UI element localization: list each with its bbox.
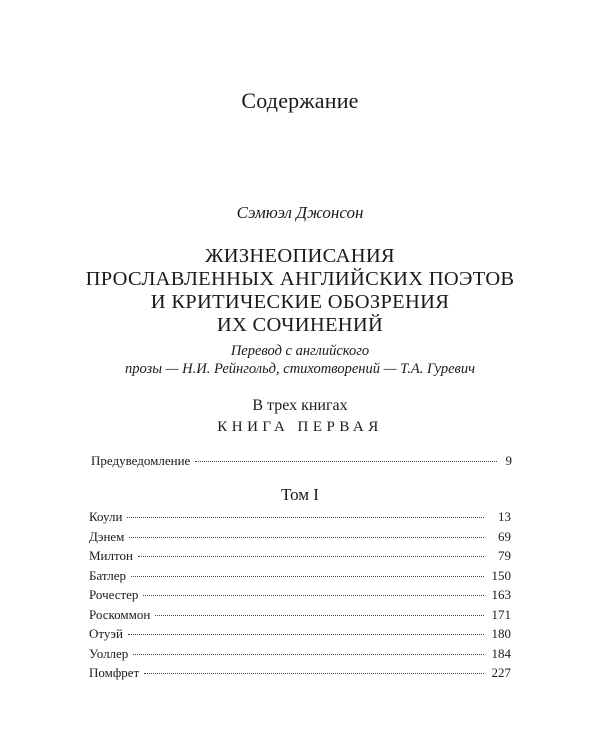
toc-entry-title: Рочестер (89, 587, 139, 602)
toc-page-number: 13 (498, 509, 511, 524)
dot-leader (144, 673, 484, 674)
toc-page-number: 227 (491, 665, 511, 680)
toc-page-number: 184 (491, 645, 511, 661)
author-name: Сэмюэл Джонсон (236, 203, 364, 222)
toc-entry[interactable] (89, 625, 511, 642)
toc-entry-title: Дэнем (89, 528, 125, 544)
translation-line: Перевод с английского (230, 343, 370, 359)
toc-entry[interactable] (89, 567, 511, 584)
toc-entry-title: Предуведомление (91, 453, 191, 468)
toc-entry[interactable] (89, 645, 511, 662)
dot-leader (143, 595, 484, 596)
toc-entry[interactable] (89, 547, 511, 564)
toc-entry[interactable] (89, 586, 511, 603)
dot-leader (133, 654, 484, 655)
toc-page-number: 9 (505, 453, 512, 468)
toc-page-number: 79 (498, 548, 511, 563)
toc-entry-title: Отуэй (89, 626, 123, 641)
toc-page-number: 69 (498, 528, 511, 544)
dot-leader (155, 615, 484, 616)
dot-leader (131, 576, 484, 577)
volume-heading: Том I (281, 485, 319, 504)
toc-entry[interactable] (89, 528, 511, 545)
toc-entry-title: Помфрет (89, 665, 140, 680)
work-title-line: ПРОСЛАВЛЕННЫХ АНГЛИЙСКИХ ПОЭТОВ (85, 268, 515, 290)
work-title-line: И КРИТИЧЕСКИЕ ОБОЗРЕНИЯ (150, 291, 450, 313)
dot-leader (129, 537, 484, 538)
toc-entry[interactable] (89, 606, 511, 623)
books-note: В трех книгах (252, 397, 348, 414)
book-label: КНИГА ПЕРВАЯ (217, 419, 383, 435)
work-title-line: ЖИЗНЕОПИСАНИЯ (205, 245, 395, 267)
page-title: Содержание (241, 88, 359, 113)
toc-entry-title: Коули (89, 509, 123, 524)
toc-page-number: 163 (491, 587, 511, 602)
work-title (0, 245, 600, 337)
toc-entry[interactable] (89, 508, 511, 525)
toc-entry-title: Уоллер (89, 645, 129, 661)
dot-leader (195, 461, 497, 462)
toc-entry-title: Роскоммон (89, 606, 151, 622)
dot-leader (127, 517, 484, 518)
work-title-line: ИХ СОЧИНЕНИЙ (216, 314, 384, 336)
toc-entry[interactable] (89, 664, 511, 681)
toc-page-number: 150 (491, 567, 511, 583)
toc-page-number: 171 (491, 606, 511, 622)
toc-entry-title: Милтон (89, 548, 133, 563)
toc-entry-title: Батлер (89, 567, 127, 583)
dot-leader (138, 556, 484, 557)
translation-line: прозы — Н.И. Рейнгольд, стихотворений — Т.А. Гуревич (125, 361, 475, 377)
translation-credit (0, 342, 600, 378)
toc-entry-front-matter[interactable] (91, 452, 512, 469)
dot-leader (128, 634, 484, 635)
toc-page-number: 180 (491, 626, 511, 641)
